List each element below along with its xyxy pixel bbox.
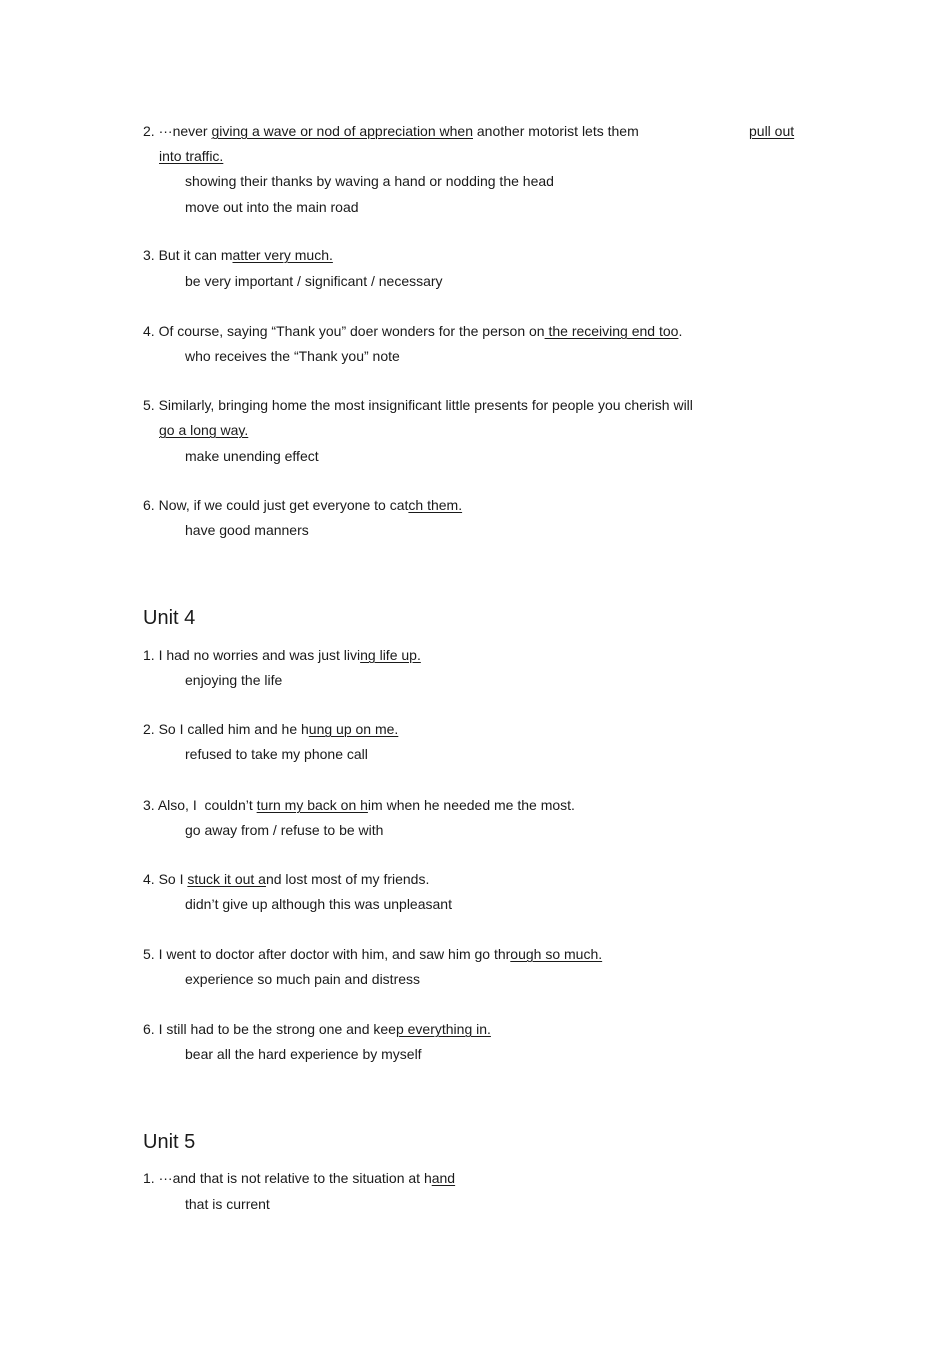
phrase-underlined: ough so much.	[510, 946, 603, 962]
item-number: 5.	[143, 946, 155, 962]
gloss: who receives the “Thank you” note	[185, 348, 400, 364]
gloss: showing their thanks by waving a hand or nodding the head	[185, 173, 554, 189]
item-text: So I	[158, 871, 188, 887]
item-text: ···and that is not relative to the situation at h	[158, 1170, 432, 1186]
item-text: So I called him and he h	[158, 721, 309, 737]
item-text: I still had to be the strong one and kee	[158, 1021, 396, 1037]
unit4-item-1	[143, 647, 421, 664]
phrase-underlined: stuck it out a	[187, 871, 266, 887]
item-number: 5.	[143, 397, 155, 413]
phrase-underlined: ch them.	[408, 497, 463, 513]
item-5	[143, 397, 693, 414]
quote: “Thank you”	[271, 323, 347, 339]
gloss: go away from / refuse to be with	[185, 822, 384, 838]
phrase-underlined: and	[431, 1170, 456, 1186]
unit4-item-3	[143, 797, 575, 814]
item-number: 2.	[143, 123, 155, 139]
item-number: 1.	[143, 647, 155, 663]
unit-5-heading: Unit 5	[143, 1131, 196, 1153]
unit4-item-2	[143, 721, 398, 738]
unit4-item-4	[143, 871, 429, 888]
phrase-underlined: ung up on me.	[308, 721, 399, 737]
item-text: .	[678, 323, 683, 339]
phrase-underlined: p everything in.	[395, 1021, 491, 1037]
gloss: be very important / significant / necessary	[185, 273, 443, 289]
item-number: 3.	[143, 247, 155, 263]
gloss: experience so much pain and distress	[185, 971, 421, 987]
phrase-underlined: ng life up.	[360, 647, 421, 663]
item-text: But it can m	[158, 247, 233, 263]
item-number: 4.	[143, 323, 155, 339]
item-text: Now, if we could just get everyone to cat	[158, 497, 409, 513]
item-text: I went to doctor after doctor with him, and saw him go thr	[158, 946, 511, 962]
phrase-underlined: turn my back on h	[256, 797, 368, 813]
item-text: im when he needed me the most.	[367, 797, 575, 813]
item-text: nd lost most of my friends.	[265, 871, 430, 887]
item-text: another motorist lets them	[473, 123, 639, 139]
gloss: have good manners	[185, 522, 309, 538]
gloss: refused to take my phone call	[185, 746, 368, 762]
phrase-underlined: pull out	[749, 123, 795, 139]
item-3	[143, 247, 333, 264]
unit4-item-6	[143, 1021, 491, 1038]
item-text: I had no worries and was just livi	[158, 647, 361, 663]
item-text: Also, I couldn’t	[157, 797, 257, 813]
phrase-underlined: giving a wave or nod of appreciation when	[211, 123, 473, 139]
item-number: 6.	[143, 1021, 155, 1037]
phrase-underlined: the receiving end too	[544, 323, 679, 339]
item-number: 2.	[143, 721, 155, 737]
item-number: 1.	[143, 1170, 155, 1186]
phrase-continuation: into traffic.	[159, 148, 224, 164]
item-number: 3.	[143, 797, 155, 813]
item-number: 4.	[143, 871, 155, 887]
item-text: ···never	[158, 123, 212, 139]
gloss: move out into the main road	[185, 199, 359, 215]
phrase-underlined: go a long way.	[159, 422, 249, 438]
item-2	[143, 123, 639, 140]
unit5-item-1	[143, 1170, 455, 1187]
item-text: Of course, saying	[158, 323, 272, 339]
item-4	[143, 323, 682, 340]
gloss: bear all the hard experience by myself	[185, 1046, 422, 1062]
gloss: didn’t give up although this was unpleasant	[185, 896, 452, 912]
unit-4-heading: Unit 4	[143, 607, 196, 629]
unit4-item-5	[143, 946, 602, 963]
item-number: 6.	[143, 497, 155, 513]
phrase-underlined: atter very much.	[232, 247, 333, 263]
gloss: that is current	[185, 1196, 270, 1212]
gloss: make unending effect	[185, 448, 319, 464]
item-6	[143, 497, 462, 514]
item-text: Similarly, bringing home the most insignificant little presents for people you cherish will	[158, 397, 693, 413]
gloss: enjoying the life	[185, 672, 283, 688]
item-text: doer wonders for the person on	[346, 323, 545, 339]
